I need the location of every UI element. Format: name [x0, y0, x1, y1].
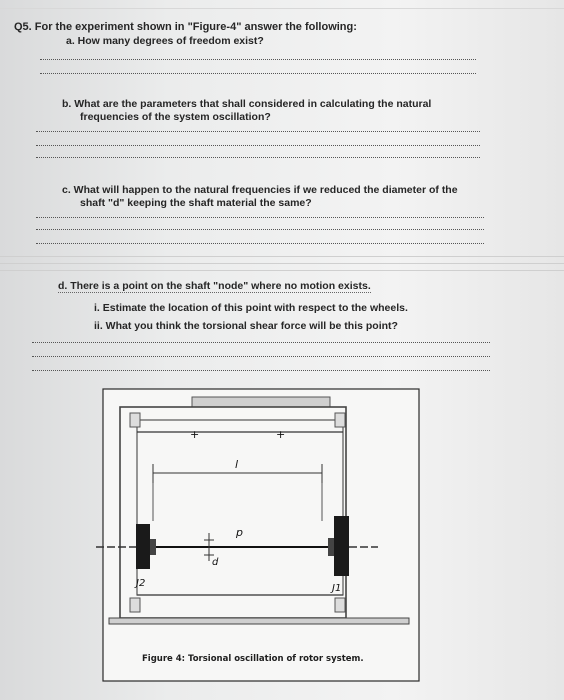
question-d-ii: ii. What you think the torsional shear force will be this point?	[94, 320, 398, 332]
mount-mark: +	[276, 428, 286, 441]
question-d-i: i. Estimate the location of this point with respect to the wheels.	[94, 302, 408, 314]
mount-mark: +	[190, 428, 200, 441]
question-title: Q5. For the experiment shown in "Figure-4" answer the following:	[14, 21, 357, 33]
figure-border	[103, 389, 419, 681]
figure-caption: Figure 4: Torsional oscillation of rotor system.	[142, 654, 364, 664]
clamp-right-bottom	[335, 598, 345, 612]
base-plate	[109, 618, 409, 624]
clamp-right-top	[335, 413, 345, 427]
question-b-line1: b. What are the parameters that shall considered in calculating the natural	[62, 98, 432, 110]
label-j2: J2	[136, 578, 146, 589]
wheel-j2	[136, 524, 150, 569]
question-c-line2: shaft "d" keeping the shaft material the same?	[80, 197, 312, 209]
question-c-line1: c. What will happen to the natural frequencies if we reduced the diameter of the	[62, 184, 458, 196]
hub-j2	[150, 539, 156, 555]
question-b-line2: frequencies of the system oscillation?	[80, 111, 271, 123]
clamp-left-bottom	[130, 598, 140, 612]
label-l: l	[235, 458, 239, 471]
label-j1: J1	[332, 583, 342, 594]
label-p: p	[236, 526, 243, 539]
top-bar	[192, 397, 330, 407]
clamp-left-top	[130, 413, 140, 427]
label-d: d	[212, 557, 219, 568]
question-a: a. How many degrees of freedom exist?	[66, 35, 264, 47]
wheel-j1	[334, 516, 349, 576]
question-d: d. There is a point on the shaft "node" where no motion exists.	[58, 280, 371, 292]
hub-j1	[328, 538, 334, 556]
